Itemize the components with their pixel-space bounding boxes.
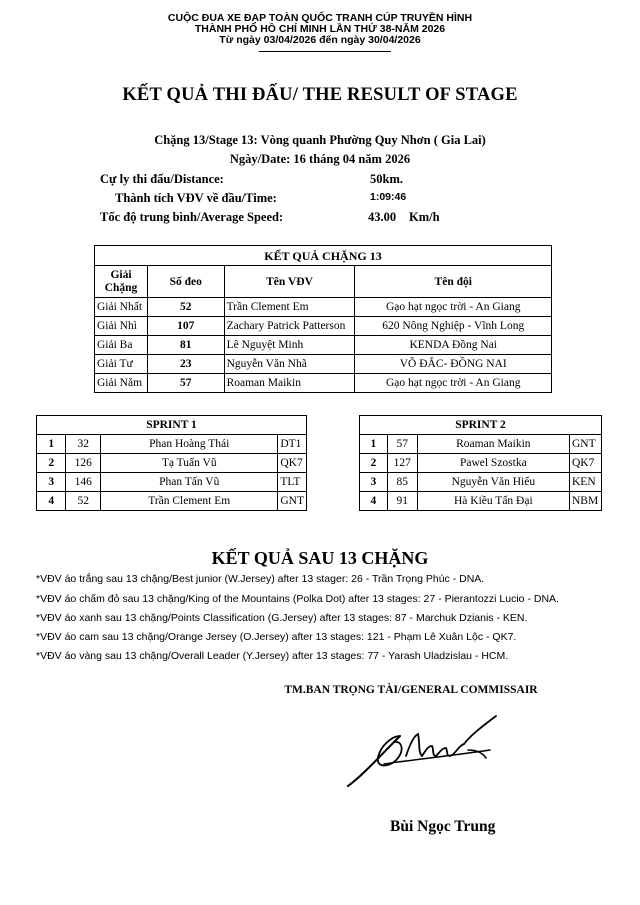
table-row [95,317,552,336]
speed-unit: Km/h [409,210,440,224]
table-row [360,473,602,492]
table-row [95,374,552,393]
rider-cell: Trần Clement Em [101,492,278,511]
rider-cell: Roaman Maikin [224,374,355,393]
team-cell: GNT [278,492,307,511]
prize-cell: Giải Nhất [95,298,148,317]
bib-cell: 57 [147,374,224,393]
team-cell: Gạo hạt ngọc trời - An Giang [355,298,552,317]
prize-cell: Giải Ba [95,336,148,355]
stage-date: Ngày/Date: 16 tháng 04 năm 2026 [229,152,411,166]
table-row [360,454,602,473]
signature-image [340,706,510,796]
rider-cell: Phan Tấn Vũ [101,473,278,492]
bib-cell: 52 [66,492,101,511]
bib-cell: 107 [147,317,224,336]
table-row [360,492,602,511]
note-green-jersey: *VĐV áo xanh sau 13 chặng/Points Classification (G.Jersey) after 13 stages: 87 - Marchuk Dzianis - KEN. [36,612,528,624]
header-divider [259,51,391,52]
distance-value: 50km. [370,172,403,186]
rider-cell: Trần Clement Em [224,298,355,317]
table-row [95,355,552,374]
stage-result-title: KẾT QUẢ CHẶNG 13 [95,246,552,266]
bib-cell: 81 [147,336,224,355]
commissaire-name: Bùi Ngọc Trung [390,818,496,835]
team-cell: KEN [569,473,601,492]
bib-cell: 126 [66,454,101,473]
rank-cell: 3 [37,473,66,492]
sprint-1-title: SPRINT 1 [37,416,307,435]
note-yellow-jersey: *VĐV áo vàng sau 13 chặng/Overall Leader (Y.Jersey) after 13 stages: 77 - Yarash Uladzislau - HCM. [36,650,509,662]
prize-cell: Giải Năm [95,374,148,393]
rider-cell: Zachary Patrick Patterson [224,317,355,336]
team-cell: Gạo hạt ngọc trời - An Giang [355,374,552,393]
table-row [37,473,307,492]
prize-cell: Giải Tư [95,355,148,374]
bib-cell: 91 [387,492,417,511]
rider-cell: Phan Hoàng Thái [101,435,278,454]
bib-cell: 57 [387,435,417,454]
header-line-2: THÀNH PHỐ HỒ CHÍ MINH LẦN THỨ 38-NĂM 2026 [194,23,446,35]
sprint-2-title: SPRINT 2 [360,416,602,435]
speed-value: 43.00 [368,210,397,224]
rider-cell: Nguyễn Văn Hiếu [417,473,569,492]
rider-cell: Hà Kiều Tấn Đại [417,492,569,511]
speed-label: Tốc độ trung bình/Average Speed: [100,210,284,224]
rank-cell: 4 [37,492,66,511]
header-bib: Số đeo [147,266,224,298]
sprint-2-table [359,415,602,511]
team-cell: QK7 [278,454,307,473]
header-rider: Tên VĐV [224,266,355,298]
team-cell: VÕ ĐẮC- ĐỒNG NAI [355,355,552,374]
header-line-3: Từ ngày 03/04/2026 đến ngày 30/04/2026 [219,34,421,46]
rider-cell: Pawel Szostka [417,454,569,473]
team-cell: GNT [569,435,601,454]
bib-cell: 85 [387,473,417,492]
team-cell: NBM [569,492,601,511]
bib-cell: 52 [147,298,224,317]
rider-cell: Tạ Tuấn Vũ [101,454,278,473]
table-row [37,492,307,511]
bib-cell: 127 [387,454,417,473]
sprint-1-table [36,415,307,511]
page-title: KẾT QUẢ THI ĐẤU/ THE RESULT OF STAGE [122,85,518,105]
table-row [95,336,552,355]
table-row [37,454,307,473]
prize-cell: Giải Nhì [95,317,148,336]
rider-cell: Roaman Maikin [417,435,569,454]
note-orange-jersey: *VĐV áo cam sau 13 chặng/Orange Jersey (O.Jersey) after 13 stages: 121 - Phạm Lê Xuân Lộc - QK7. [36,631,517,643]
team-cell: DT1 [278,435,307,454]
bib-cell: 32 [66,435,101,454]
stage-line: Chặng 13/Stage 13: Vòng quanh Phường Quy Nhơn ( Gia Lai) [154,133,486,147]
table-row [37,435,307,454]
rank-cell: 4 [360,492,388,511]
commissaire-role: TM.BAN TRỌNG TÀI/GENERAL COMMISSAIR [284,684,538,696]
time-value: 1:09:46 [370,191,407,203]
rider-cell: Nguyễn Văn Nhã [224,355,355,374]
note-white-jersey: *VĐV áo trắng sau 13 chặng/Best junior (W.Jersey) after 13 stager: 26 - Trần Trọng Phúc - DNA. [36,573,485,585]
rank-cell: 3 [360,473,388,492]
stage-result-table [94,245,552,393]
time-label: Thành tích VĐV về đầu/Time: [115,191,277,205]
rank-cell: 1 [37,435,66,454]
header-team: Tên đội [355,266,552,298]
note-polka-dot-jersey: *VĐV áo chấm đỏ sau 13 chặng/King of the Mountains (Polka Dot) after 13 stages: 27 - Pierantozzi Lucio - DNA. [36,593,559,605]
team-cell: TLT [278,473,307,492]
team-cell: QK7 [569,454,601,473]
rank-cell: 2 [37,454,66,473]
table-row [360,435,602,454]
table-row [95,298,552,317]
header-prize: Giải Chặng [95,266,148,298]
rank-cell: 1 [360,435,388,454]
team-cell: 620 Nông Nghiệp - Vĩnh Long [355,317,552,336]
team-cell: KENDA Đồng Nai [355,336,552,355]
bib-cell: 23 [147,355,224,374]
distance-label: Cự ly thi đấu/Distance: [100,172,224,186]
overall-title: KẾT QUẢ SAU 13 CHẶNG [211,548,429,568]
rider-cell: Lê Nguyệt Minh [224,336,355,355]
header-line-1: CUỘC ĐUA XE ĐẠP TOÀN QUỐC TRANH CÚP TRUYỀN HÌNH [167,12,473,24]
rank-cell: 2 [360,454,388,473]
bib-cell: 146 [66,473,101,492]
